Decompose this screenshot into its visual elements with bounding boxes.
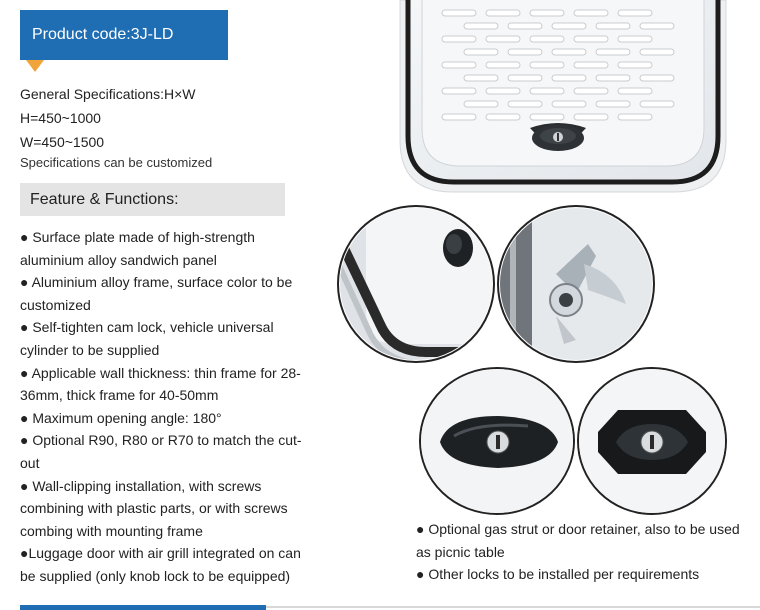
spec-height: H=450~1000 xyxy=(20,110,101,126)
door-panel-image xyxy=(398,0,728,196)
grill-slot xyxy=(618,36,652,42)
grill-slot xyxy=(442,36,476,42)
panel-corner-image xyxy=(336,204,496,364)
feature-item: ● Maximum opening angle: 180° xyxy=(20,409,222,426)
grill-slot xyxy=(552,23,586,29)
grill-slot xyxy=(640,75,674,81)
spec-custom-note: Specifications can be customized xyxy=(20,155,213,170)
feature-item: ● Optional R90, R80 or R70 to match the cut-out xyxy=(20,432,302,471)
grill-slot xyxy=(508,49,542,55)
grill-slot xyxy=(508,75,542,81)
grill-slot xyxy=(552,101,586,107)
product-code-text: Product code:3J-LD xyxy=(32,26,174,43)
grill-slot xyxy=(574,88,608,94)
grill-slot xyxy=(530,62,564,68)
grill-slot xyxy=(442,62,476,68)
feature-item: ● Wall-clipping installation, with screws combining with plastic parts, or with screws combing with mounting frame xyxy=(20,477,288,539)
grill-slot xyxy=(640,101,674,107)
grill-slot xyxy=(508,23,542,29)
grill-slot xyxy=(442,10,476,16)
grill-slot xyxy=(442,88,476,94)
grill-slot xyxy=(640,49,674,55)
grill-slot xyxy=(442,114,476,120)
grill-slot xyxy=(486,10,520,16)
grill-slot xyxy=(574,10,608,16)
feature-item: ● Applicable wall thickness: thin frame for 28-36mm, thick frame for 40-50mm xyxy=(20,364,301,404)
feature-list xyxy=(20,226,315,588)
grill-slot xyxy=(552,49,586,55)
spec-general: General Specifications:H×W xyxy=(20,86,196,102)
grill-slot xyxy=(596,23,630,29)
grill-slot xyxy=(530,114,564,120)
grill-slot xyxy=(596,49,630,55)
grill-slot xyxy=(508,101,542,107)
grill-slot xyxy=(574,62,608,68)
grill-slot xyxy=(618,10,652,16)
grill-slot xyxy=(464,23,498,29)
grill-slot xyxy=(486,36,520,42)
grill-slot xyxy=(464,75,498,81)
product-code-badge xyxy=(20,10,228,60)
grill-slot xyxy=(574,114,608,120)
feature-item: ●Luggage door with air grill integrated on can be supplied (only knob lock to be equipped) xyxy=(20,545,301,584)
lock-cam-image xyxy=(496,204,656,364)
grill-slot xyxy=(464,101,498,107)
grill-slot xyxy=(486,62,520,68)
feature-item: ● Aluminium alloy frame, surface color to be customized xyxy=(20,274,293,313)
grill-slot xyxy=(530,36,564,42)
extra-feature-item: ● Optional gas strut or door retainer, also to be used as picnic table xyxy=(416,521,740,560)
badge-tail-marker xyxy=(26,60,44,72)
grill-slot xyxy=(618,62,652,68)
grill-slot xyxy=(552,75,586,81)
feature-heading xyxy=(20,183,285,216)
grill-slot xyxy=(618,88,652,94)
grill-slot xyxy=(486,114,520,120)
knob-lock-image xyxy=(418,366,576,516)
grill-slot xyxy=(596,75,630,81)
grill-slot xyxy=(618,114,652,120)
spec-width: W=450~1500 xyxy=(20,134,105,150)
extra-feature-item: ● Other locks to be installed per requirements xyxy=(416,566,700,583)
grill-slot xyxy=(464,49,498,55)
grill-slot xyxy=(574,36,608,42)
grill-slot xyxy=(596,101,630,107)
feature-item: ● Self-tighten cam lock, vehicle universal cylinder to be supplied xyxy=(20,319,274,358)
extra-feature-list xyxy=(416,518,746,586)
grill-slot xyxy=(486,88,520,94)
feature-item: ● Surface plate made of high-strength aluminium alloy sandwich panel xyxy=(20,229,255,268)
grill-slot xyxy=(640,23,674,29)
grill-slot xyxy=(530,88,564,94)
grill-slot xyxy=(530,10,564,16)
bottom-divider xyxy=(20,604,760,610)
housing-lock-image xyxy=(576,366,728,516)
feature-heading-text: Feature & Functions: xyxy=(30,191,179,208)
